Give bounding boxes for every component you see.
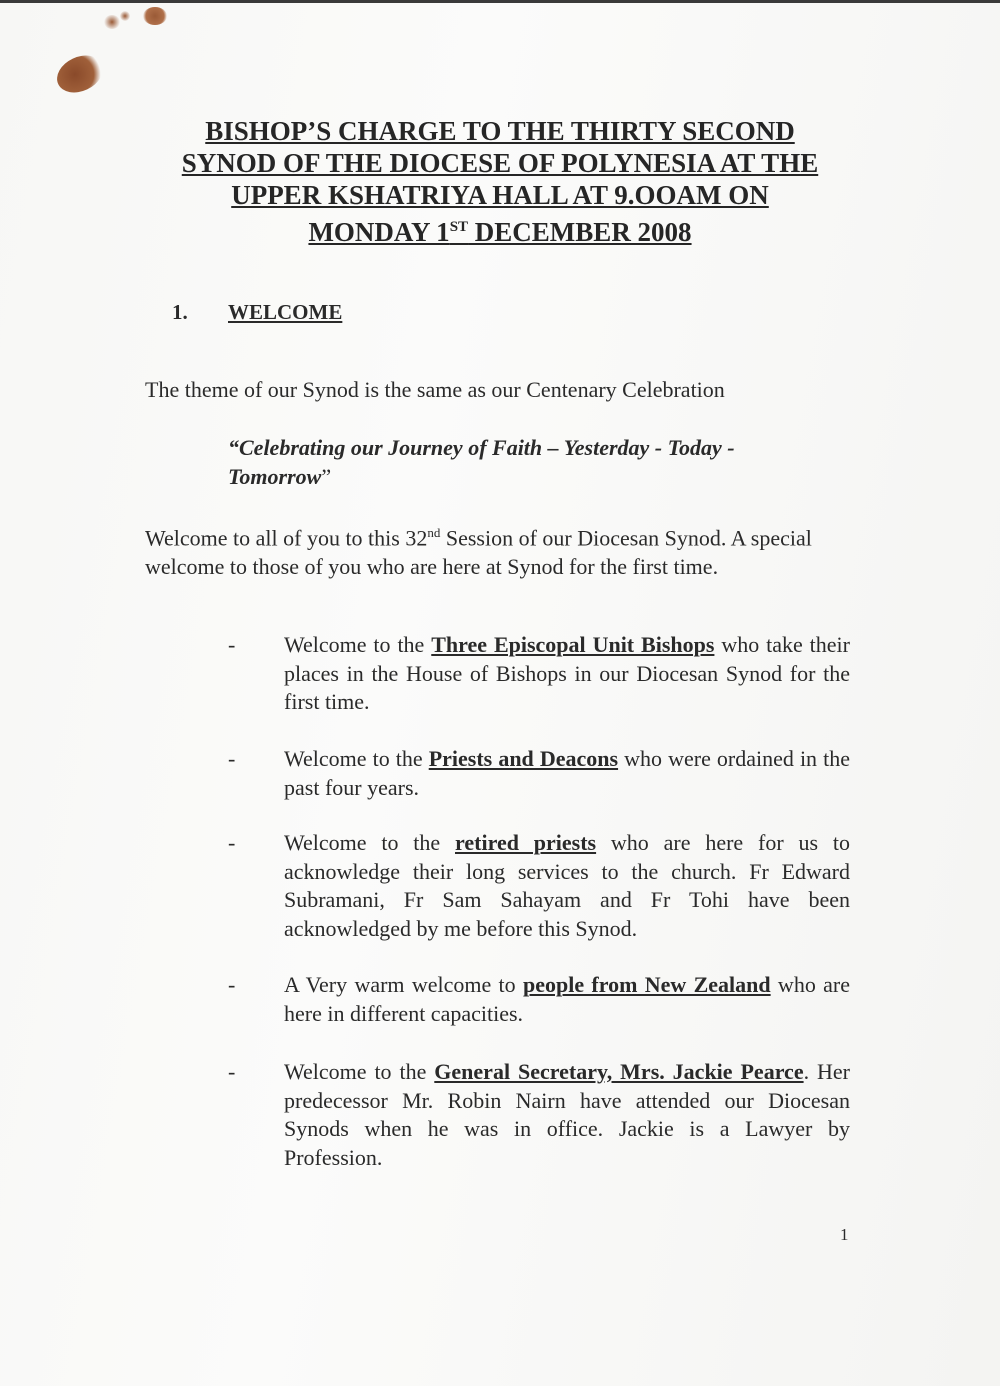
welcome-text-rest: Session of our Diocesan Synod. A special welcome to those of you who are here at Synod for the first time. <box>145 525 812 580</box>
bullet-text: Welcome to the <box>284 632 432 657</box>
theme-quote <box>228 433 828 491</box>
page-number: 1 <box>840 1225 849 1244</box>
stain-mark <box>143 7 167 25</box>
title-date-suffix: ST <box>449 219 469 235</box>
section-heading <box>172 300 342 325</box>
bullet-emphasis: retired priests <box>455 830 597 855</box>
bullet-emphasis: people from New Zealand <box>522 972 771 997</box>
title-line: UPPER KSHATRIYA HALL AT 9.OOAM ON <box>231 180 769 210</box>
bullet-text-rest: who take their places in the House of Bishops in our Diocesan Synod for the first time. <box>284 632 850 714</box>
bullet-emphasis: Three Episcopal Unit Bishops <box>431 632 715 657</box>
title-date-rest: DECEMBER 2008 <box>468 217 692 247</box>
document-title <box>140 115 860 248</box>
bullet-text: A Very warm welcome to <box>284 972 523 997</box>
welcome-suffix: nd <box>427 525 441 540</box>
bullet-text-rest: who are here in different capacities. <box>284 972 850 1026</box>
stain-mark <box>120 11 130 21</box>
theme-text: “Celebrating our Journey of Faith – Yesterday - Today - Tomorrow <box>228 435 735 489</box>
bullet-dash: - <box>228 830 236 855</box>
section-number: 1. <box>172 300 188 324</box>
bullet-dash: - <box>228 972 236 997</box>
title-line <box>140 211 860 248</box>
bullet-emphasis: Priests and Deacons <box>428 746 619 771</box>
stain-mark <box>51 48 109 99</box>
bullet-text: Welcome to the <box>284 1059 435 1084</box>
bullet-dash: - <box>228 632 236 657</box>
title-line: SYNOD OF THE DIOCESE OF POLYNESIA AT THE <box>181 148 819 178</box>
bullet-text-rest: . Her predecessor Mr. Robin Nairn have attended our Diocesan Synods when he was in office. Jackie is a Lawyer by Profession. <box>284 1059 850 1170</box>
welcome-text: Welcome to all of you to this 32 <box>145 525 428 551</box>
title-line: BISHOP’S CHARGE TO THE THIRTY SECOND <box>205 116 795 146</box>
bullet-text-rest: who were ordained in the past four years. <box>284 746 851 800</box>
title-date: MONDAY 1 <box>308 217 450 247</box>
bullet-text: Welcome to the <box>284 746 429 771</box>
stain-mark <box>104 15 120 29</box>
welcome-paragraph <box>145 518 845 581</box>
bullet-dash: - <box>228 746 236 771</box>
theme-close-quote: ” <box>321 464 332 489</box>
section-label: WELCOME <box>228 300 343 324</box>
bullet-text: Welcome to the <box>284 830 455 855</box>
bullet-dash: - <box>228 1059 236 1084</box>
intro-paragraph: The theme of our Synod is the same as our Centenary Celebration <box>145 377 725 402</box>
bullet-emphasis: General Secretary, Mrs. Jackie Pearce <box>434 1059 804 1084</box>
bullet-text-rest: who are here for us to acknowledge their long services to the church. Fr Edward Subramani, Fr Sam Sahayam and Fr Tohi have been acknowledged by me before this Synod. <box>284 830 850 941</box>
